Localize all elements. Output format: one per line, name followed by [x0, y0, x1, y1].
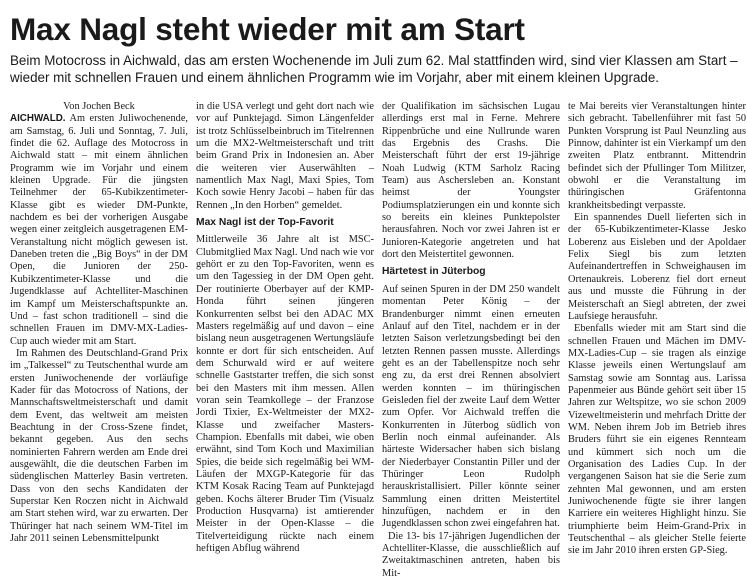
subheading: Härtetest in Jüterbog [382, 266, 486, 278]
teaser-line-1: Beim Motocross in Aichwald, das am ersten Wochenende im Juli zum 62. Mal stattfinden wird, sind vier Klassen am Start – [10, 53, 738, 68]
paragraph: der Qualifikation im sächsischen Lugau allerdings erst mal in Ferne. Mehrere Rippenbrüche und eine Nullrunde waren das Ergebnis des Crashs. Die Meisterschaft führt der erst 19-jährige Noah Ludwig (KTM Sarholz Racing Team) aus Aschersleben an. Konstant heimst der Youngster Podiumsplatzierungen ein und konnte sich so bereits ein kleines Punktepolster herausfahren. Noch vor zwei Jahren ist er Junioren-Kategorie angetreten und hat dort den Meistertitel gewonnen. [382, 101, 560, 261]
column-3 [382, 101, 560, 580]
paragraph: in die USA verlegt und geht dort nach wie vor auf Punktejagd. Simon Längenfelder ist trotz Schlüsselbeinbruch im Titelrennen um die MX2-Weltmeisterschaft und tritt beim Grand Prix in Indonesien an. Aber die weiteren vier Auserwählten – namentlich Max Nagl, Maxi Spies, Tom Koch sowie Henry Jacobi – haben für das Rennen „In den Horben“ gemeldet. [196, 101, 374, 211]
article-columns [10, 101, 746, 579]
column-4 [568, 101, 746, 558]
teaser-line-2: wieder mit schnellen Frauen und einem ähnlichen Programm wie im Vorjahr, aber mit einem kleinen Upgrade. [10, 70, 660, 85]
paragraph: te Mai bereits vier Veranstaltungen hinter sich gebracht. Tabellenführer mit fast 50 Punkten Vorsprung ist Paul Neunzling aus Pinnow, dahinter ist ein Vierkampf um den zweiten Platz entbrannt. Mittendrin befindet sich der Pfullinger Tom Militzer, obwohl er die Veranstaltung im thüringischen Gräfentonna krankheitsbedingt verpasste. [568, 101, 746, 211]
headline: Max Nagl steht wieder mit am Start [10, 11, 525, 47]
author-byline: Von Jochen Beck [63, 101, 135, 112]
subheading: Max Nagl ist der Top-Favorit [196, 217, 334, 229]
paragraph [10, 113, 188, 348]
article-page [0, 4, 747, 579]
teaser [10, 52, 737, 86]
paragraph-text: Am ersten Juliwochenende, am Samstag, 6. Juli und Sonntag, 7. Juli, findet die 62. Auflage des Motocross in Aichwald statt – mit einem ähnlichen Programm wie im Vorjahr und einem kleinen Upgrade. Für die jüngsten Teilnehmer der 65-Kubikzentimeter-Klasse gibt es wieder DM-Punkte, nachdem es bei der vorherigen Ausgabe wegen einer zeitgleich ausgetragenen EM-Veranstaltung nicht möglich gewesen ist. Daneben treten die „Big Boys“ in der DM Open, die Junioren der 250-Kubikzentimeter-Klasse und die Jugendklasse auf Achtelliter-Maschinen im Kampf um Meisterschaftspunkte an. Und – fast schon traditionell – sind die schnellen Frauen im DMV-MX-Ladies-Cup auch wieder mit am Start. [10, 113, 188, 347]
paragraph: Auf seinen Spuren in der DM 250 wandelt momentan Peter König – der Brandenburger nimmt einen erneuten Anlauf auf den Titel, nachdem er in der letzten Saison verletzungsbedingt bei den letzten Rennen passen musste. Allerdings geht es an der Tabellenspitze noch sehr eng zu, da erst drei Rennen absolviert werden konnten – im thüringischen Geisleden fiel der zweite Lauf dem Wetter zum Opfer. Vor Aichwald treffen die Konkurrenten in Jüterbog südlich von Berlin noch einmal aufeinander. Als härteste Widersacher haben sich bislang der Niederbayer Constantin Piller und der Thüringer Leon Rudolph herauskristallisiert. Piller könnte seiner Sammlung einen dritten Meistertitel hinzufügen, nachdem er in den Jugendklassen schon zwei eingefahren hat. [382, 283, 560, 530]
dateline: AICHWALD. [10, 113, 66, 125]
paragraph: Im Rahmen des Deutschland-Grand Prix im „Talkessel“ zu Teutschenthal wurde am ersten Juniwochenende der vorläufige Kader für das Motocross of Nations, der Mannschaftsweltmeisterschaft und damit dem Event, das weltweit am meisten Beachtung in der Cross-Szene findet, bekannt gegeben. Aus den sechs nominierten Fahrern werden am Ende drei ausgewählt, die die deutschen Farben im südenglischen Matterley Basin vertreten. Dass von den sechs Kandidaten der Superstar Ken Roczen nicht in Aichwald am Start stehen wird, war zu erwarten. Der Thüringer hat nach seinem WM-Titel im Jahr 2011 seinen Lebensmittelpunkt [10, 347, 188, 545]
paragraph: Ein spannendes Duell lieferten sich in der 65-Kubikzentimeter-Klasse Jesko Loberenz aus Eisleben und der Apoldaer Felix Siegl bis zum letzten Aufeinandertreffen in Schweighausen im Ortenaukreis. Loberenz fiel dort erneut aus und musste die Führung in der Meisterschaft an Siegl abtreten, der zwei Laufsiege herausfuhr. [568, 212, 746, 322]
paragraph: Ebenfalls wieder mit am Start sind die schnellen Frauen und Mächen im DMV-MX-Ladies-Cup – sie tragen als einzige Klasse jeweils einen Wertungslauf am Samstag sowie am Sonntag aus. Larissa Papenmeier aus Bünde gehört seit über 15 Jahren zur Weltspitze, wo sie schon 2009 Vizeweltmeisterin und mehrfach Dritte der WM. Neben ihrem Job im Betrieb ihres Bruders führt sie ein eigenes Rennteam und kümmert sich noch um die Organisation des Ladies Cup. In der vergangenen Saison hat sie die Serie zum zehnten Mal gewonnen, und am ersten Juniwochenende fügte sie ihrer langen Karriere ein weiteres Highlight hinzu. Sie triumphierte beim Heim-Grand-Prix in Teutschenthal – als gleicher Stelle feierte sie im Jahr 2010 ihren ersten GP-Sieg. [568, 323, 746, 557]
paragraph: Die 13- bis 17-jährigen Jugendlichen der Achtelliter-Klasse, die ausschließlich auf Zweitaktmaschinen antreten, haben bis Mit- [382, 530, 560, 579]
paragraph: Mittlerweile 36 Jahre alt ist MSC-Clubmitglied Max Nagl. Und nach wie vor gehört er zu den Top-Favoriten, wenn es um den Tagessieg in der DM Open geht. Der routinierte Oberbayer auf der KMP-Honda führt seinen jüngeren Konkurrenten selbst bei den ADAC MX Masters regelmäßig auf und davon – eine bislang neun ausgetragenen Wertungsläufe konnte er dort für sich entscheiden. Auf dem Schurwald wird er auf weitere schnelle Gaststarter treffen, die sich sonst bei den Masters mit ihm messen. Allen voran sein Teamkollege – der Franzose Jordi Tixier, Ex-Weltmeister der MX2-Klasse und zweifacher Masters-Champion. Ebenfalls mit dabei, wie oben erwähnt, sind Tom Koch und Maximilian Spies, die beide sich regelmäßig bei WM-Läufen der MXGP-Kategorie für das KTM Kosak Racing Team auf Punktejagd geben. Kochs älterer Bruder Tim (Visualz Production Husqvarna) ist amtierender Meister in der Open-Klasse – die Titelverteidigung rückte nach einem heftigen Abflug während [196, 234, 374, 555]
column-2 [196, 101, 374, 555]
column-1 [10, 101, 188, 545]
